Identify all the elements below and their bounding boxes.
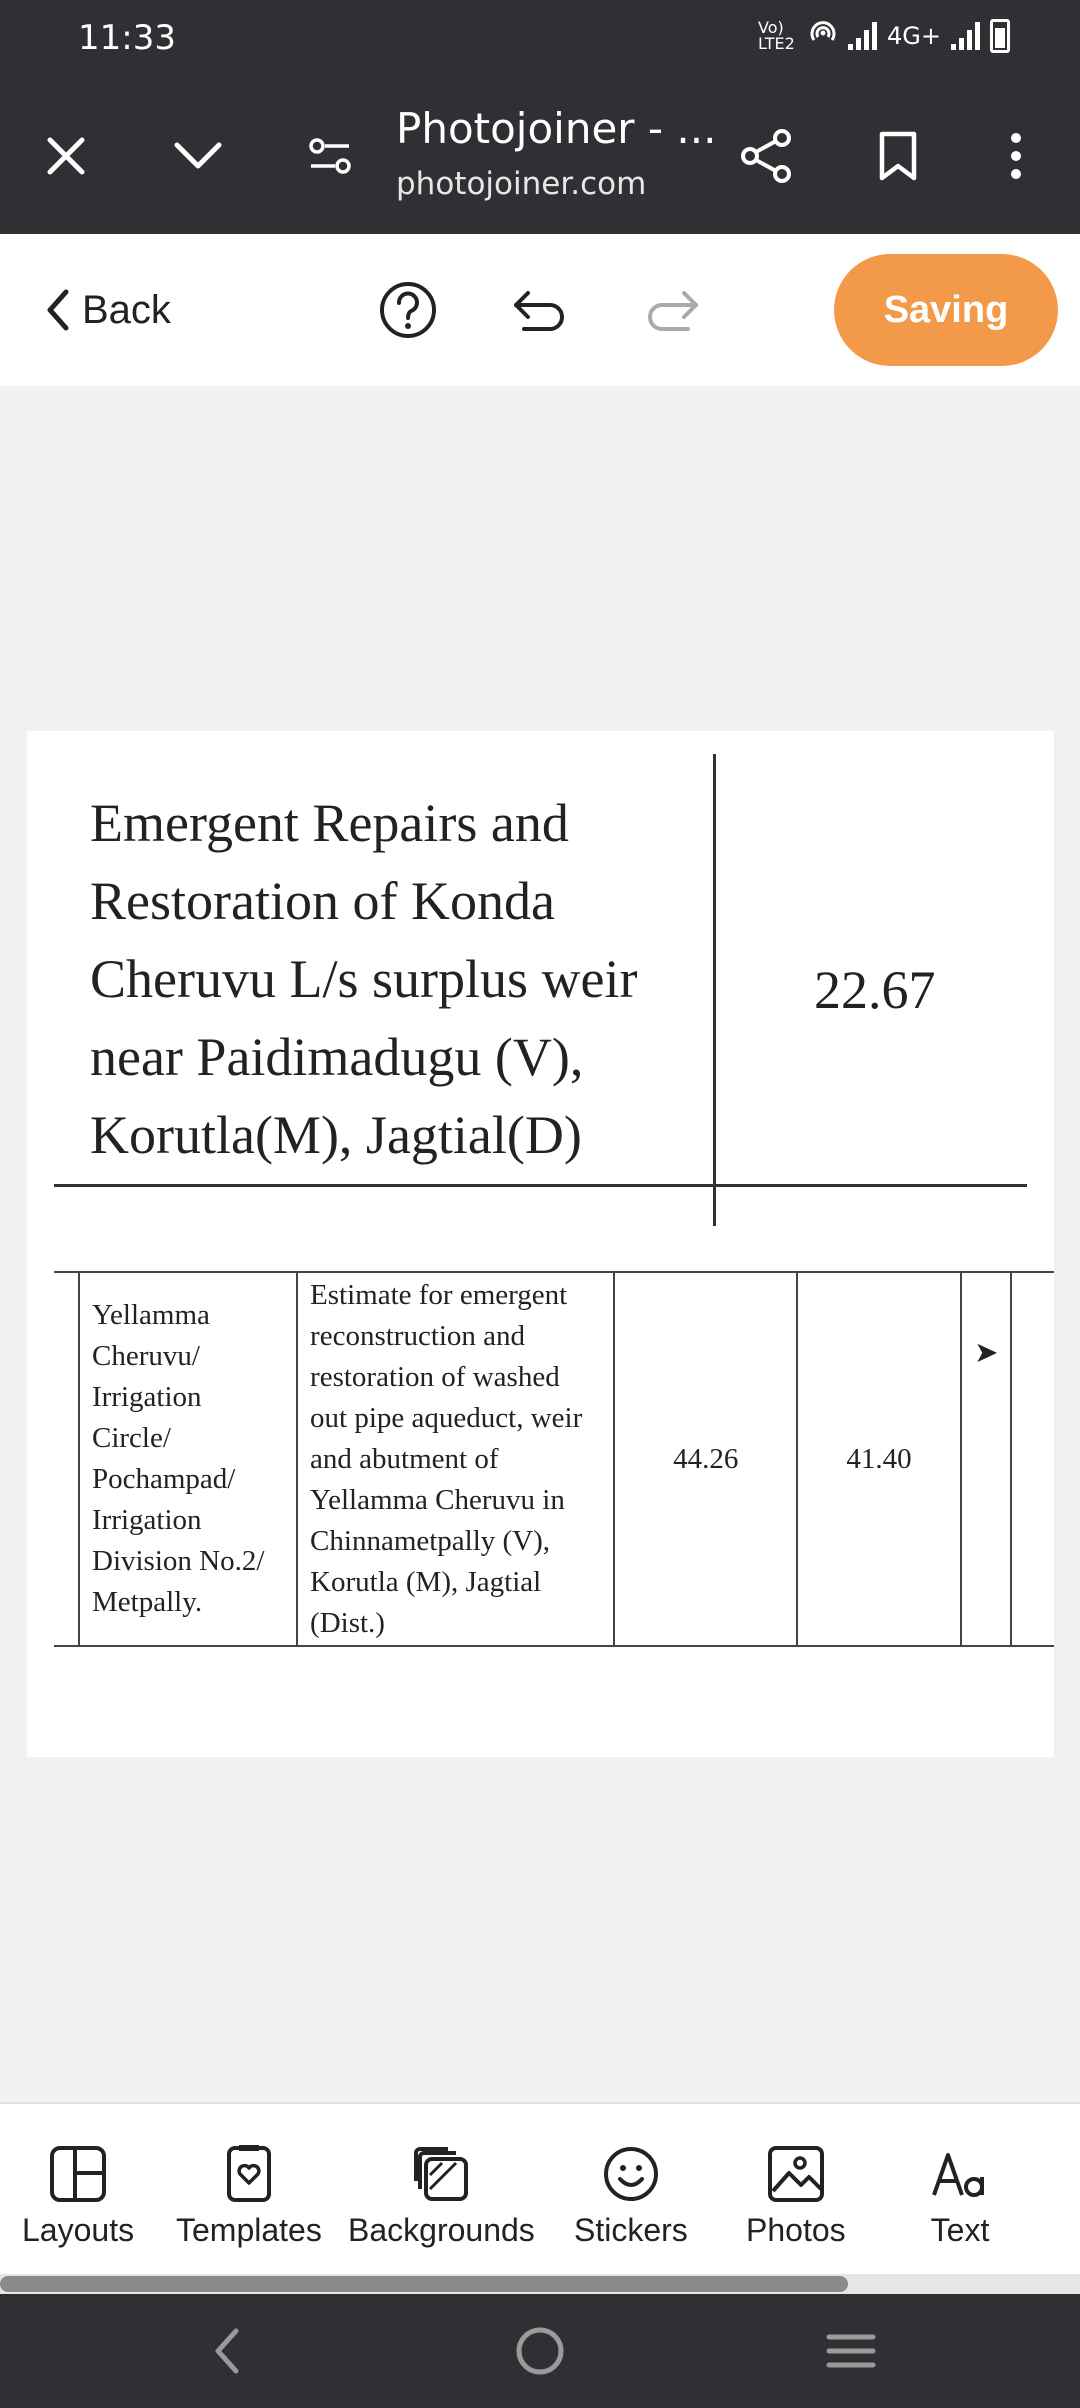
close-icon (44, 134, 88, 178)
tab-scrollbar[interactable] (0, 2274, 1080, 2294)
mark-cell: ➤ (961, 1272, 1011, 1646)
nav-back-icon (212, 2327, 242, 2375)
tab-label: Backgrounds (348, 2212, 535, 2248)
help-button[interactable] (370, 272, 446, 348)
editor-toolbar (0, 234, 1080, 386)
canvas-area (0, 386, 1080, 2102)
tab-stickers[interactable] (574, 2144, 688, 2249)
amount-value-1: 22.67 (814, 960, 936, 1020)
collapse-button[interactable] (160, 118, 236, 194)
templates-icon (219, 2144, 279, 2204)
undo-button[interactable] (502, 272, 578, 348)
help-icon (378, 280, 438, 340)
redo-button[interactable] (634, 272, 710, 348)
back-button[interactable] (44, 274, 171, 346)
value-cell-1: 44.26 (614, 1272, 797, 1646)
bookmark-button[interactable] (860, 118, 936, 194)
chevron-left-icon (44, 288, 70, 332)
save-button[interactable]: Saving (834, 254, 1058, 366)
site-settings-button[interactable] (292, 118, 368, 194)
status-bar (0, 0, 1080, 78)
value-cell-2: 41.40 (797, 1272, 961, 1646)
document-image-1[interactable] (54, 754, 1054, 1234)
system-nav-bar (0, 2294, 1080, 2408)
network-type: 4G+ (887, 22, 941, 50)
tab-label: Text (930, 2212, 990, 2248)
text-icon (930, 2144, 990, 2204)
signal-icon-2 (951, 22, 980, 50)
battery-icon (990, 19, 1010, 53)
stickers-icon (601, 2144, 661, 2204)
nav-recents-button[interactable] (814, 2314, 888, 2388)
layouts-icon (48, 2144, 108, 2204)
bottom-tab-bar (0, 2102, 1080, 2274)
share-button[interactable] (728, 118, 804, 194)
status-time: 11:33 (78, 18, 176, 58)
bookmark-icon (878, 130, 918, 182)
table-cell-empty (54, 1272, 79, 1646)
table-row (54, 1272, 1054, 1646)
volte-label: Vo) LTE2 (758, 18, 795, 53)
hotspot-icon (808, 18, 838, 54)
close-tab-button[interactable] (28, 118, 104, 194)
photos-icon (766, 2144, 826, 2204)
back-label: Back (82, 287, 171, 332)
table-divider-vertical (713, 754, 716, 1226)
tab-layouts[interactable] (22, 2144, 134, 2249)
scrollbar-thumb[interactable] (0, 2276, 848, 2292)
page-title: Photojoiner - ... (396, 104, 717, 153)
tab-label: Stickers (574, 2212, 688, 2248)
recents-icon (825, 2331, 877, 2371)
backgrounds-icon (411, 2144, 471, 2204)
tune-icon (307, 136, 353, 176)
tab-photos[interactable] (746, 2144, 846, 2249)
tab-templates[interactable] (176, 2144, 322, 2249)
more-menu-button[interactable] (978, 118, 1054, 194)
tab-backgrounds[interactable] (348, 2144, 535, 2249)
estimate-table (54, 1271, 1054, 1647)
nav-home-button[interactable] (503, 2314, 577, 2388)
location-cell: Yellamma Cheruvu/ Irrigation Circle/ Pochampad/ Irrigation Division No.2/ Metpally. (79, 1272, 297, 1646)
description-cell: Estimate for emergent reconstruction and restoration of washed out pipe aqueduct, weir and abutment of Yellamma Cheruvu in Chinnametpally (V), Korutla (M), Jagtial (Dist.) (297, 1272, 614, 1646)
work-description-1: Emergent Repairs and Restoration of Konda Cheruvu L/s surplus weir near Paidimadugu (V), Korutla(M), Jagtial(D) (90, 793, 638, 1165)
nav-back-button[interactable] (190, 2314, 264, 2388)
collage-canvas[interactable] (27, 731, 1054, 1757)
table-divider-horizontal (54, 1184, 1027, 1187)
share-icon (740, 128, 792, 184)
tab-label: Photos (746, 2212, 846, 2248)
more-vertical-icon (1009, 131, 1023, 181)
undo-icon (510, 285, 570, 335)
document-image-2[interactable] (54, 1271, 1054, 1651)
table-cell-edge (1011, 1272, 1054, 1646)
status-icons (758, 18, 1010, 54)
browser-bar (0, 78, 1080, 234)
tab-text[interactable] (930, 2144, 990, 2249)
chevron-down-icon (173, 141, 223, 171)
tab-label: Layouts (22, 2212, 135, 2248)
signal-icon (848, 22, 877, 50)
redo-icon (642, 285, 702, 335)
page-url[interactable]: photojoiner.com (396, 166, 647, 202)
home-circle-icon (514, 2325, 566, 2377)
tab-label: Templates (176, 2212, 322, 2248)
